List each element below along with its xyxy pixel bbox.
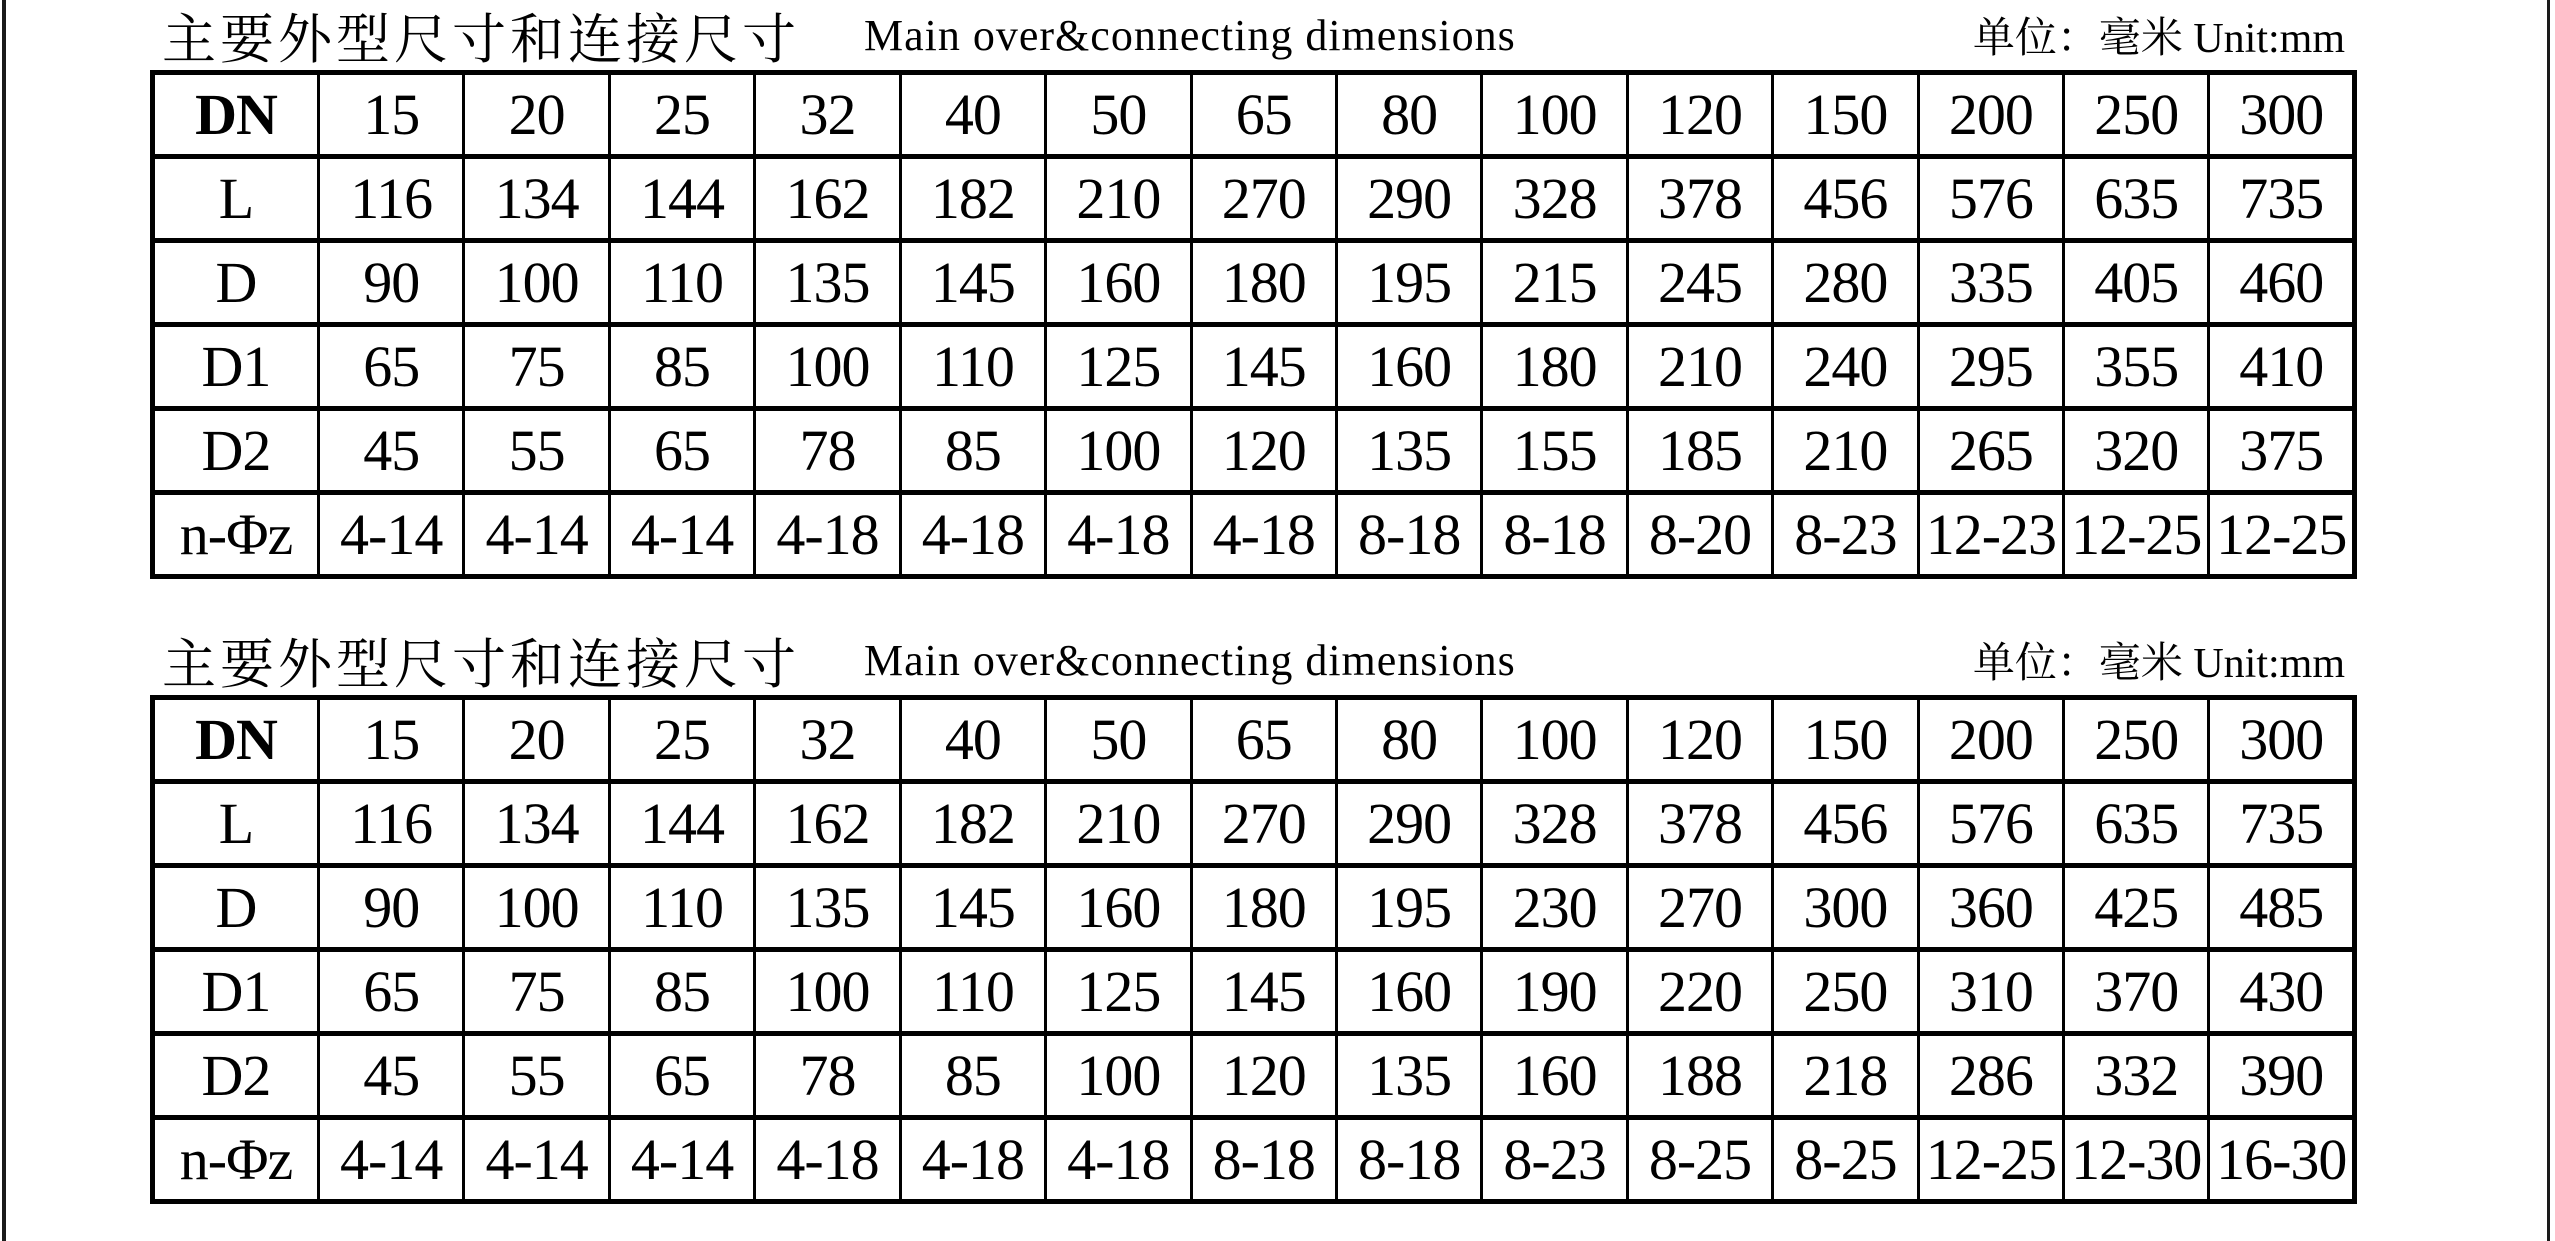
value-cell: 160 [1336,325,1481,409]
row-label-cell: D2 [153,409,319,493]
value-cell: 378 [1627,782,1772,866]
value-cell: 4-18 [1046,493,1191,577]
value-cell: 125 [1046,325,1191,409]
value-cell: 65 [609,409,754,493]
value-cell: 182 [900,782,1045,866]
value-cell: 12-25 [2064,493,2209,577]
value-cell: 190 [1482,950,1627,1034]
value-cell: 110 [900,325,1045,409]
value-cell: 4-14 [609,493,754,577]
value-cell: 300 [2209,698,2355,782]
value-cell: 25 [609,698,754,782]
value-cell: 110 [609,241,754,325]
value-cell: 50 [1046,73,1191,157]
value-cell: 80 [1336,73,1481,157]
value-cell: 4-18 [1191,493,1336,577]
row-label-cell: L [153,782,319,866]
value-cell: 160 [1046,241,1191,325]
value-cell: 100 [1482,698,1627,782]
value-cell: 12-25 [2209,493,2355,577]
value-cell: 180 [1482,325,1627,409]
row-label-cell: D2 [153,1034,319,1118]
value-cell: 75 [464,325,609,409]
section-2-title-english: Main over&connecting dimensions [864,635,1516,685]
value-cell: 100 [1482,73,1627,157]
value-cell: 144 [609,782,754,866]
value-cell: 460 [2209,241,2355,325]
value-cell: 45 [319,1034,464,1118]
value-cell: 8-23 [1773,493,1918,577]
dimensions-table-2 [150,695,2357,1204]
value-cell: 8-18 [1336,493,1481,577]
value-cell: 4-18 [1046,1118,1191,1202]
value-cell: 456 [1773,157,1918,241]
value-cell: 15 [319,698,464,782]
value-cell: 45 [319,409,464,493]
value-cell: 270 [1191,782,1336,866]
value-cell: 375 [2209,409,2355,493]
value-cell: 195 [1336,866,1481,950]
value-cell: 210 [1627,325,1772,409]
value-cell: 110 [609,866,754,950]
data-row [153,1034,2355,1118]
row-label-cell: n-Φz [153,1118,319,1202]
value-cell: 134 [464,782,609,866]
value-cell: 430 [2209,950,2355,1034]
value-cell: 286 [1918,1034,2063,1118]
value-cell: 265 [1918,409,2063,493]
value-cell: 390 [2209,1034,2355,1118]
value-cell: 485 [2209,866,2355,950]
value-cell: 332 [2064,1034,2209,1118]
value-cell: 78 [755,1034,900,1118]
value-cell: 110 [900,950,1045,1034]
value-cell: 145 [1191,950,1336,1034]
value-cell: 360 [1918,866,2063,950]
row-label-cell: D [153,241,319,325]
value-cell: 135 [755,866,900,950]
value-cell: 116 [319,157,464,241]
value-cell: 160 [1336,950,1481,1034]
data-row [153,157,2355,241]
data-row [153,325,2355,409]
value-cell: 20 [464,698,609,782]
value-cell: 4-14 [464,1118,609,1202]
value-cell: 100 [755,325,900,409]
value-cell: 100 [1046,409,1191,493]
value-cell: 120 [1191,409,1336,493]
dimensions-section-1 [150,0,2357,579]
value-cell: 200 [1918,698,2063,782]
value-cell: 240 [1773,325,1918,409]
value-cell: 16-30 [2209,1118,2355,1202]
value-cell: 635 [2064,782,2209,866]
header-label-cell: DN [153,698,319,782]
value-cell: 295 [1918,325,2063,409]
value-cell: 370 [2064,950,2209,1034]
value-cell: 145 [1191,325,1336,409]
value-cell: 8-25 [1773,1118,1918,1202]
header-label-cell: DN [153,73,319,157]
value-cell: 250 [2064,73,2209,157]
value-cell: 75 [464,950,609,1034]
value-cell: 162 [755,782,900,866]
section-1-unit-note: 单位：毫米 Unit:mm [1972,16,2345,62]
row-label-cell: D1 [153,950,319,1034]
value-cell: 230 [1482,866,1627,950]
row-label-cell: D1 [153,325,319,409]
value-cell: 90 [319,241,464,325]
value-cell: 100 [1046,1034,1191,1118]
value-cell: 162 [755,157,900,241]
value-cell: 215 [1482,241,1627,325]
value-cell: 328 [1482,157,1627,241]
value-cell: 4-18 [900,1118,1045,1202]
data-row [153,866,2355,950]
value-cell: 85 [609,325,754,409]
data-row [153,782,2355,866]
value-cell: 290 [1336,782,1481,866]
value-cell: 4-14 [464,493,609,577]
value-cell: 185 [1627,409,1772,493]
row-label-cell: D [153,866,319,950]
section-2-unit-note: 单位：毫米 Unit:mm [1972,641,2345,687]
value-cell: 300 [1773,866,1918,950]
value-cell: 290 [1336,157,1481,241]
section-1-title-english: Main over&connecting dimensions [864,10,1516,60]
value-cell: 134 [464,157,609,241]
value-cell: 378 [1627,157,1772,241]
value-cell: 456 [1773,782,1918,866]
value-cell: 195 [1336,241,1481,325]
value-cell: 40 [900,698,1045,782]
value-cell: 300 [2209,73,2355,157]
row-label-cell: n-Φz [153,493,319,577]
value-cell: 210 [1773,409,1918,493]
value-cell: 355 [2064,325,2209,409]
value-cell: 20 [464,73,609,157]
value-cell: 55 [464,409,609,493]
value-cell: 310 [1918,950,2063,1034]
value-cell: 4-14 [319,493,464,577]
value-cell: 182 [900,157,1045,241]
value-cell: 135 [1336,1034,1481,1118]
value-cell: 12-23 [1918,493,2063,577]
value-cell: 155 [1482,409,1627,493]
data-row [153,409,2355,493]
value-cell: 144 [609,157,754,241]
value-cell: 150 [1773,698,1918,782]
value-cell: 80 [1336,698,1481,782]
value-cell: 270 [1627,866,1772,950]
data-row [153,1118,2355,1202]
value-cell: 335 [1918,241,2063,325]
value-cell: 180 [1191,241,1336,325]
value-cell: 328 [1482,782,1627,866]
value-cell: 116 [319,782,464,866]
value-cell: 200 [1918,73,2063,157]
value-cell: 85 [609,950,754,1034]
section-1-title-chinese: 主要外型尺寸和连接尺寸 [162,9,800,70]
value-cell: 55 [464,1034,609,1118]
value-cell: 735 [2209,157,2355,241]
data-row [153,493,2355,577]
value-cell: 145 [900,241,1045,325]
value-cell: 8-18 [1336,1118,1481,1202]
value-cell: 180 [1191,866,1336,950]
value-cell: 4-18 [900,493,1045,577]
value-cell: 25 [609,73,754,157]
value-cell: 250 [1773,950,1918,1034]
value-cell: 65 [319,950,464,1034]
value-cell: 218 [1773,1034,1918,1118]
value-cell: 135 [1336,409,1481,493]
value-cell: 410 [2209,325,2355,409]
value-cell: 65 [1191,73,1336,157]
value-cell: 85 [900,409,1045,493]
value-cell: 160 [1482,1034,1627,1118]
value-cell: 85 [900,1034,1045,1118]
value-cell: 425 [2064,866,2209,950]
value-cell: 8-20 [1627,493,1772,577]
value-cell: 4-18 [755,1118,900,1202]
value-cell: 65 [1191,698,1336,782]
section-1-title-row [150,0,2357,70]
value-cell: 40 [900,73,1045,157]
dimensions-table-1 [150,70,2357,579]
value-cell: 50 [1046,698,1191,782]
row-label-cell: L [153,157,319,241]
value-cell: 32 [755,73,900,157]
value-cell: 15 [319,73,464,157]
page-right-border-line [2547,0,2550,1241]
value-cell: 90 [319,866,464,950]
value-cell: 250 [2064,698,2209,782]
data-row [153,950,2355,1034]
value-cell: 8-23 [1482,1118,1627,1202]
value-cell: 145 [900,866,1045,950]
header-row [153,73,2355,157]
value-cell: 735 [2209,782,2355,866]
value-cell: 65 [609,1034,754,1118]
value-cell: 280 [1773,241,1918,325]
value-cell: 135 [755,241,900,325]
value-cell: 8-18 [1191,1118,1336,1202]
value-cell: 220 [1627,950,1772,1034]
value-cell: 100 [464,866,609,950]
value-cell: 12-30 [2064,1118,2209,1202]
section-2-title-row [150,625,2357,695]
value-cell: 4-14 [609,1118,754,1202]
value-cell: 4-14 [319,1118,464,1202]
dimensions-section-2 [150,625,2357,1204]
value-cell: 270 [1191,157,1336,241]
value-cell: 120 [1191,1034,1336,1118]
value-cell: 120 [1627,698,1772,782]
value-cell: 576 [1918,782,2063,866]
value-cell: 8-18 [1482,493,1627,577]
value-cell: 12-25 [1918,1118,2063,1202]
value-cell: 120 [1627,73,1772,157]
value-cell: 8-25 [1627,1118,1772,1202]
value-cell: 150 [1773,73,1918,157]
value-cell: 320 [2064,409,2209,493]
value-cell: 32 [755,698,900,782]
value-cell: 245 [1627,241,1772,325]
value-cell: 635 [2064,157,2209,241]
value-cell: 100 [755,950,900,1034]
data-row [153,241,2355,325]
value-cell: 160 [1046,866,1191,950]
value-cell: 65 [319,325,464,409]
page-left-border-line [2,0,6,1241]
header-row [153,698,2355,782]
value-cell: 4-18 [755,493,900,577]
value-cell: 210 [1046,157,1191,241]
value-cell: 576 [1918,157,2063,241]
section-2-title-chinese: 主要外型尺寸和连接尺寸 [162,634,800,695]
value-cell: 125 [1046,950,1191,1034]
value-cell: 188 [1627,1034,1772,1118]
value-cell: 210 [1046,782,1191,866]
value-cell: 405 [2064,241,2209,325]
value-cell: 78 [755,409,900,493]
value-cell: 100 [464,241,609,325]
